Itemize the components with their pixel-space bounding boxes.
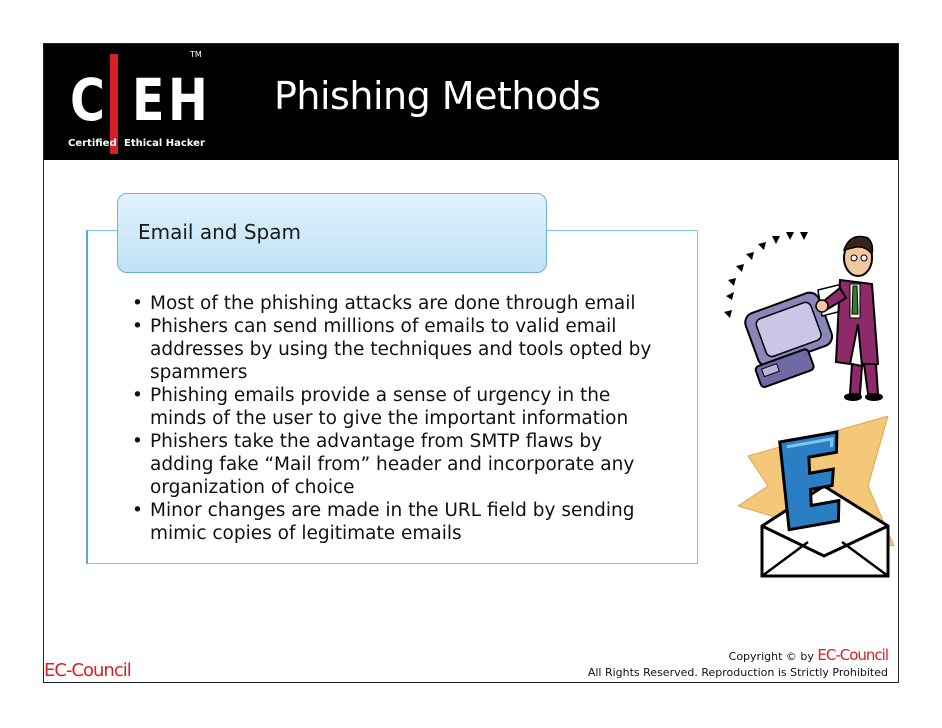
section-tab xyxy=(117,193,547,273)
bullet-line: Phishers can send millions of emails to valid email xyxy=(150,316,617,337)
footer-rights: All Rights Reserved. Reproduction is Strictly Prohibited xyxy=(587,666,888,679)
logo-certified-text: Certified xyxy=(68,138,117,149)
bullet-item: • Phishers can send millions of emails to valid email addresses by using the techniques and tools opted by spammers xyxy=(132,316,652,383)
bullet-line: adding fake “Mail from” header and incorporate any xyxy=(150,454,635,475)
man-with-computer-icon xyxy=(722,214,892,404)
logo-letter-e: E xyxy=(132,66,165,134)
bullet-item: • Phishing emails provide a sense of urgency in the minds of the user to give the important information xyxy=(132,385,629,429)
bullet-line: Phishing emails provide a sense of urgency in the xyxy=(150,385,611,406)
bullet-line: spammers xyxy=(150,362,248,383)
slide xyxy=(43,43,899,683)
email-envelope-icon xyxy=(738,416,894,606)
bullet-line: Phishers take the advantage from SMTP flaws by xyxy=(150,431,603,452)
page-title: Phishing Methods xyxy=(274,74,601,118)
bullet-line: organization of choice xyxy=(150,477,355,498)
logo-letter-h: H xyxy=(168,66,208,134)
bullet-line: Most of the phishing attacks are done through email xyxy=(150,293,636,314)
section-heading: Email and Spam xyxy=(138,220,301,244)
bullet-item: • Minor changes are made in the URL field by sending mimic copies of legitimate emails xyxy=(132,500,635,544)
logo-letter-c: C xyxy=(70,66,105,134)
bullet-line: mimic copies of legitimate emails xyxy=(150,523,462,544)
header-bar xyxy=(44,44,898,160)
copyright-prefix: Copyright © by xyxy=(728,650,818,663)
logo-ethical-hacker-text: Ethical Hacker xyxy=(124,138,205,149)
bullet-list xyxy=(128,292,688,545)
footer-brand: EC-Council xyxy=(44,660,131,681)
bullet-line: Minor changes are made in the URL field by sending xyxy=(150,500,635,521)
copyright-brand: EC-Council xyxy=(817,646,888,664)
bullet-item: • Phishers take the advantage from SMTP flaws by adding fake “Mail from” header and incorporate any organization of choice xyxy=(132,431,635,498)
bullet-item: • Most of the phishing attacks are done through email xyxy=(132,293,636,314)
bullet-line: addresses by using the techniques and tools opted by xyxy=(150,339,652,360)
ceh-logo xyxy=(62,50,232,154)
bullet-line: minds of the user to give the important information xyxy=(150,408,629,429)
logo-trademark: TM xyxy=(190,50,202,59)
footer-copyright xyxy=(729,646,888,664)
